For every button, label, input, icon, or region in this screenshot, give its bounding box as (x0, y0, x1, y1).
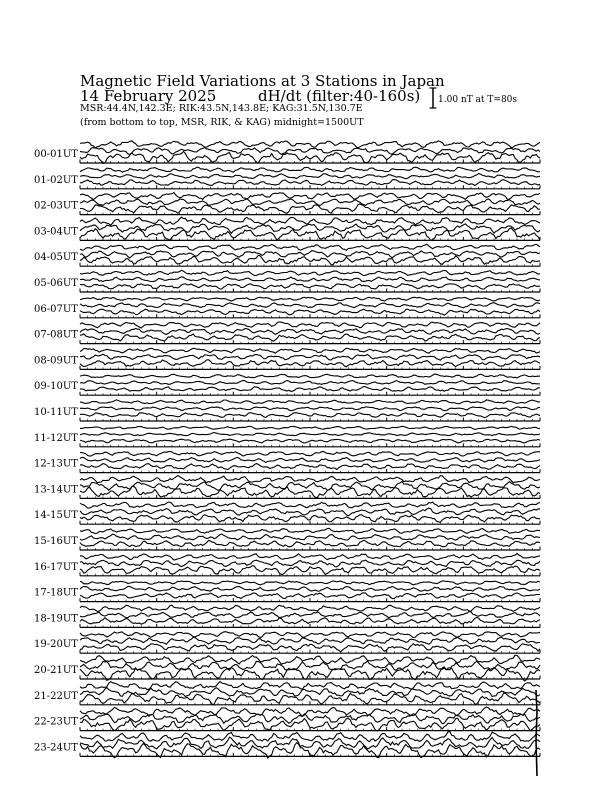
chart-date: 14 February 2025 (80, 87, 217, 105)
hour-label: 20-21UT (34, 665, 78, 676)
trace-rik (80, 277, 540, 282)
trace-kag (80, 193, 540, 200)
trace-kag (80, 141, 540, 148)
trace-rik (80, 174, 540, 179)
trace-rik (80, 433, 540, 436)
trace-kag (80, 451, 540, 456)
hour-label: 23-24UT (34, 742, 78, 754)
trace-msr (80, 439, 540, 443)
hour-label: 15-16UT (34, 536, 78, 547)
hour-label: 19-20UT (34, 639, 78, 651)
trace-kag (80, 167, 540, 172)
trace-msr (80, 593, 540, 599)
trace-spike (536, 690, 537, 776)
trace-kag (80, 605, 540, 611)
hour-label: 12-13UT (34, 458, 78, 470)
trace-rik (80, 508, 540, 516)
trace-rik (80, 737, 540, 749)
trace-rik (80, 560, 540, 567)
trace-kag (80, 270, 540, 275)
trace-msr (80, 386, 540, 391)
hour-label: 00-01UT (34, 149, 78, 160)
hour-label: 03-04UT (34, 226, 78, 238)
hour-label: 22-23UT (34, 716, 78, 728)
station-coordinates: MSR:44.4N,142.3E; RIK:43.5N,143.8E; KAG:31.5N,130.7E (80, 103, 363, 114)
hour-label: 04-05UT (34, 252, 78, 264)
trace-msr (80, 360, 540, 367)
trace-kag (80, 553, 540, 560)
trace-rik (80, 354, 540, 360)
hour-label: 07-08UT (34, 329, 78, 341)
chart-title: Magnetic Field Variations at 3 Stations in Japan (80, 72, 445, 90)
trace-kag (80, 348, 540, 353)
trace-rik (80, 586, 540, 591)
trace-rik (80, 148, 540, 155)
trace-kag (80, 374, 540, 378)
hour-label: 14-15UT (34, 510, 78, 522)
hour-label: 11-12UT (34, 432, 78, 444)
hour-label: 13-14UT (34, 484, 78, 496)
hour-label: 18-19UT (34, 613, 78, 625)
hour-label: 16-17UT (34, 561, 78, 573)
trace-rik (80, 380, 540, 384)
trace-kag (80, 502, 540, 508)
trace-kag (80, 322, 540, 328)
trace-msr (80, 309, 540, 315)
chart-measure: dH/dt (filter:40-160s) (258, 87, 421, 105)
trace-kag (80, 655, 540, 664)
trace-kag (80, 426, 540, 429)
trace-msr (80, 283, 540, 289)
trace-kag (80, 732, 540, 742)
hour-label: 02-03UT (34, 200, 78, 212)
trace-rik (80, 199, 540, 206)
trace-rik (80, 637, 540, 644)
trace-rik (80, 457, 540, 462)
hour-label: 09-10UT (34, 381, 78, 393)
trace-msr (80, 540, 540, 547)
trace-msr (80, 413, 540, 418)
trace-kag (80, 244, 540, 250)
trace-kag (80, 476, 540, 483)
hour-label: 05-06UT (34, 278, 78, 289)
trace-kag (80, 682, 540, 690)
trace-kag (80, 581, 540, 585)
hour-label: 21-22UT (34, 690, 78, 702)
hour-label: 17-18UT (34, 587, 78, 599)
hour-label: 06-07UT (34, 303, 78, 315)
trace-rik (80, 534, 540, 540)
hour-label: 01-02UT (34, 174, 78, 186)
trace-kag (80, 297, 540, 301)
trace-msr (80, 464, 540, 470)
trace-rik (80, 407, 540, 411)
trace-rik (80, 329, 540, 335)
trace-rik (80, 612, 540, 618)
hour-label: 08-09UT (34, 355, 78, 367)
hour-label: 10-11UT (34, 407, 78, 418)
trace-kag (80, 400, 540, 404)
trace-msr (80, 180, 540, 186)
trace-kag (80, 632, 540, 638)
trace-rik (80, 481, 540, 490)
scale-bar-label: 1.00 nT at T=80s (438, 95, 518, 105)
trace-rik (80, 661, 540, 670)
trace-kag (80, 528, 540, 533)
trace-msr (80, 617, 540, 624)
station-order-note: (from bottom to top, MSR, RIK, & KAG) midnight=1500UT (80, 117, 364, 128)
trace-rik (80, 303, 540, 308)
